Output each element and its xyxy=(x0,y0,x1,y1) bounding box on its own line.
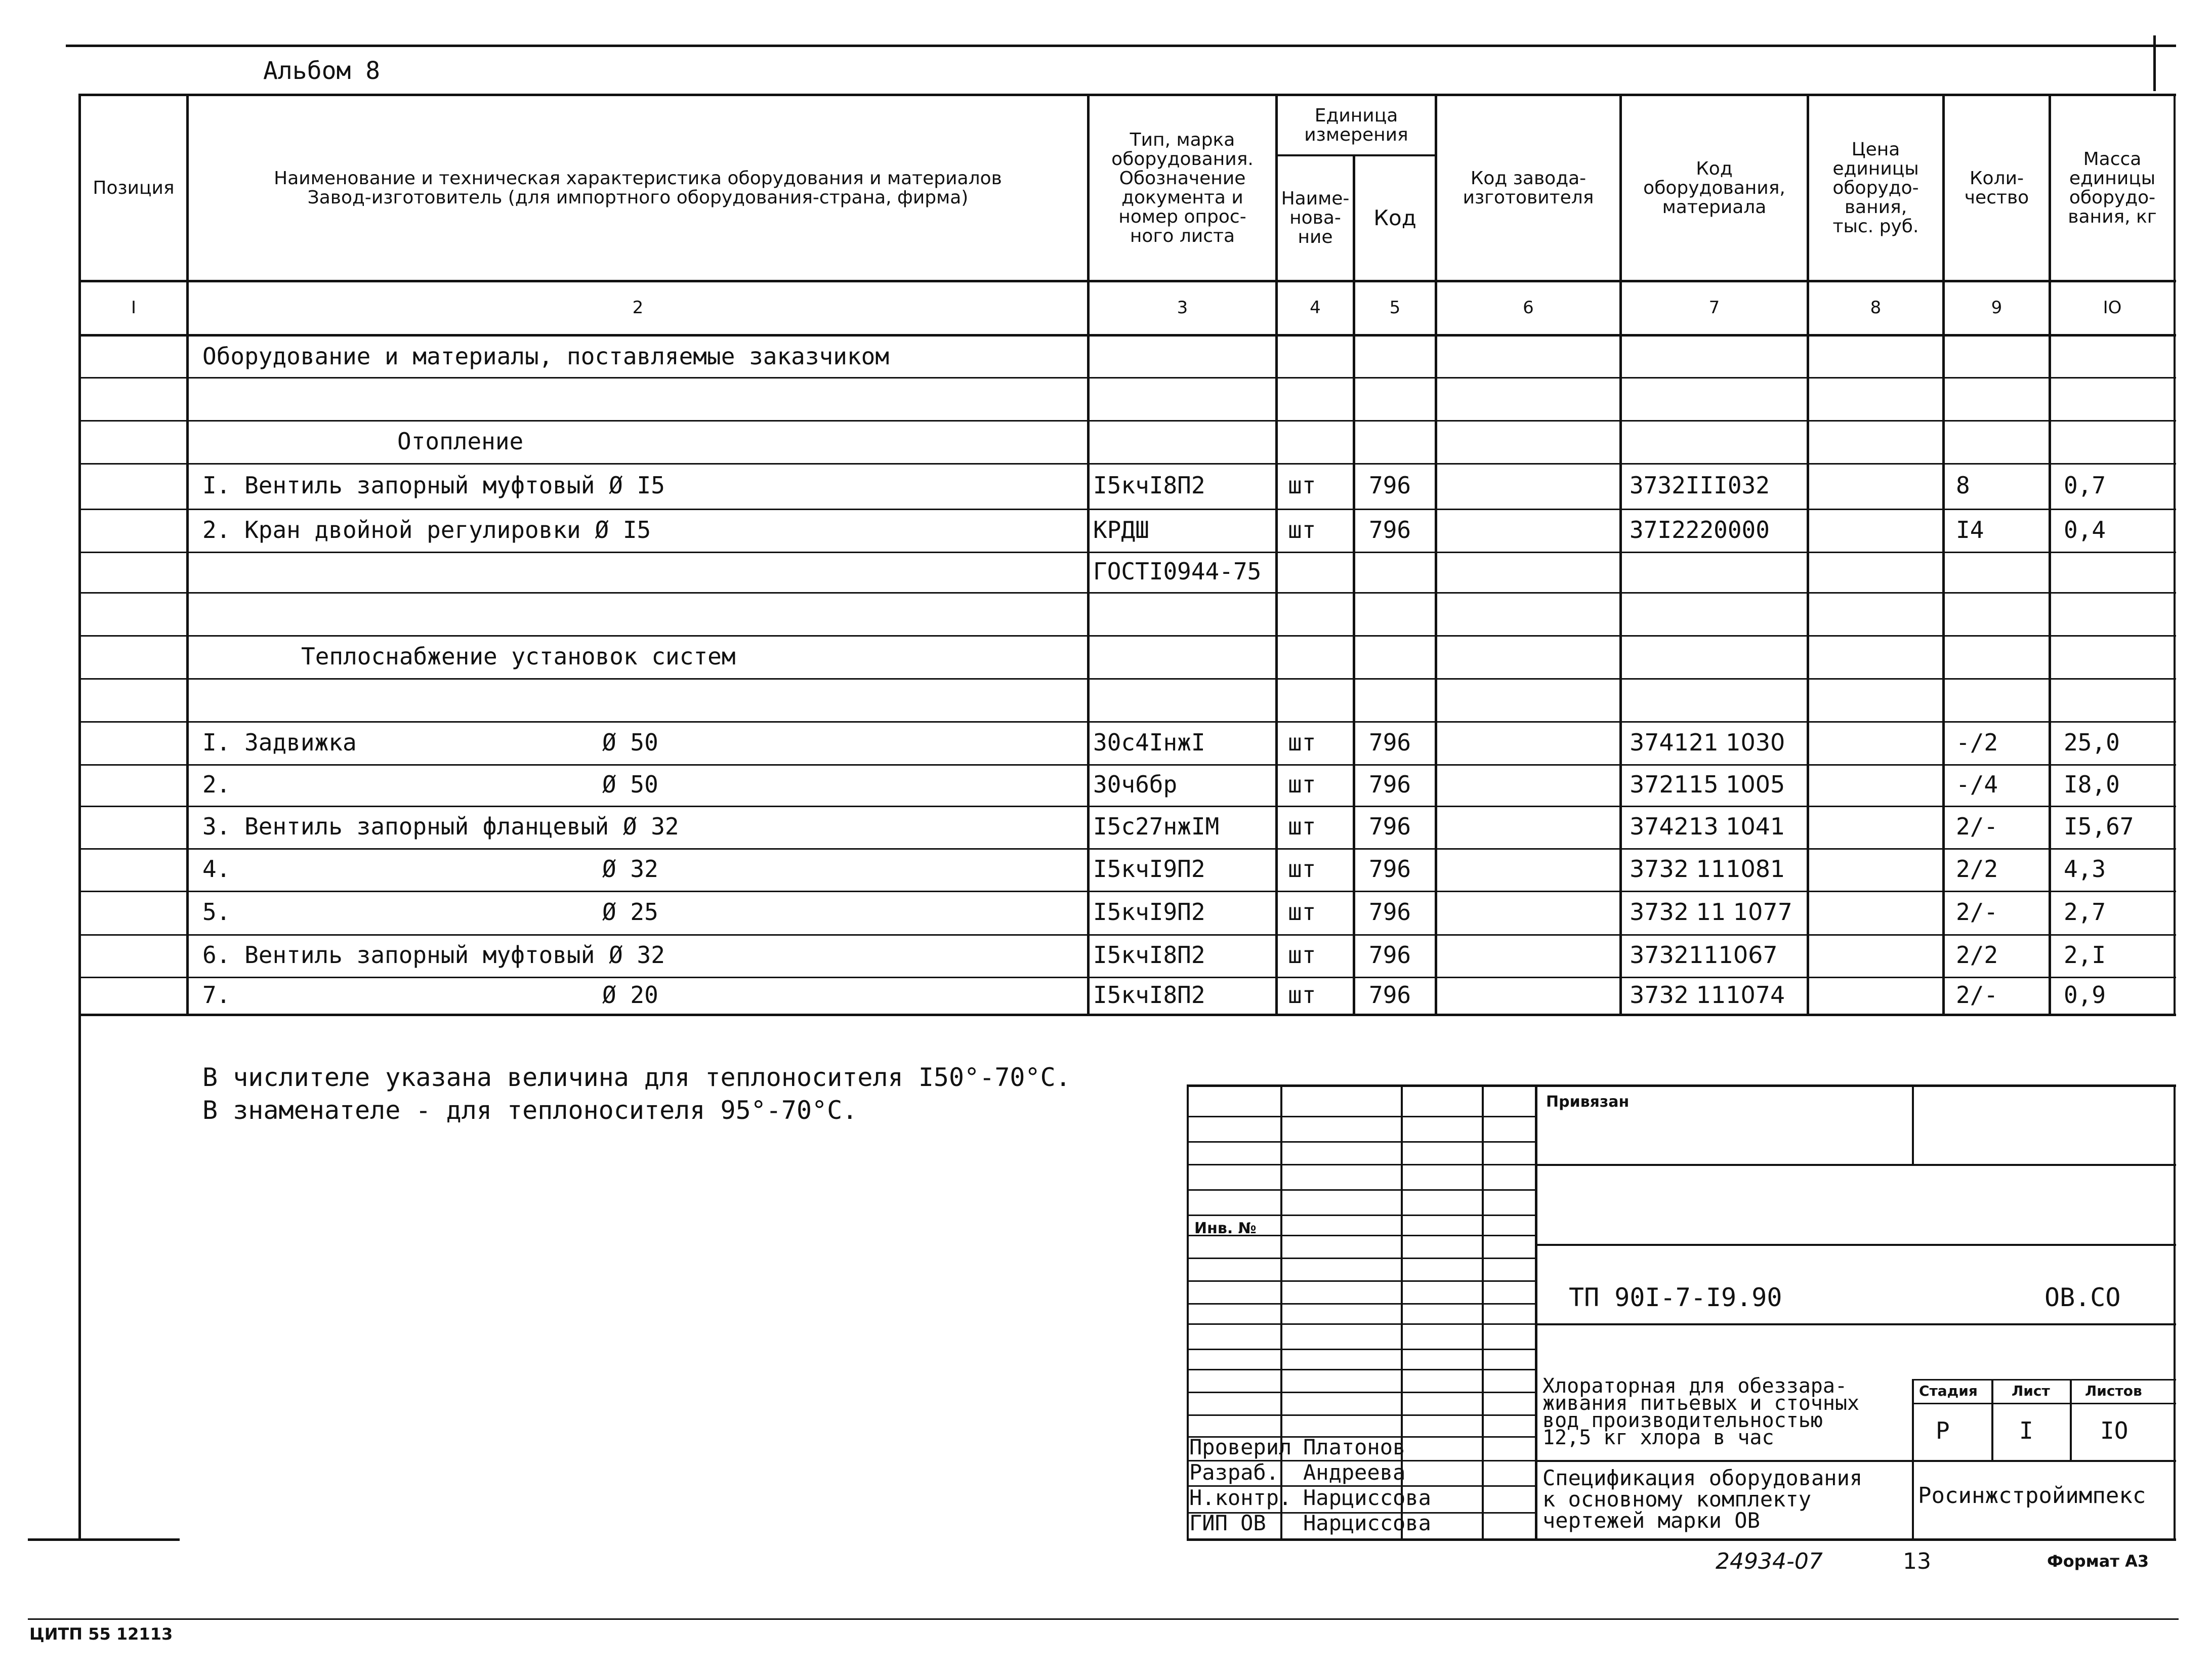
column-number: 4 xyxy=(1310,298,1321,318)
row-equipment-code: 374121 1030 xyxy=(1630,729,1785,756)
row-type: 30с4IнжI xyxy=(1093,729,1205,756)
row-unit-code: 796 xyxy=(1369,898,1411,926)
table-row xyxy=(0,337,2212,377)
table-row xyxy=(0,509,2212,552)
sheet-label: Лист xyxy=(2012,1383,2050,1399)
signer-name: Нарциссова xyxy=(1303,1485,1431,1510)
row-name: 6. Вентиль запорный муфтовый Ø 32 xyxy=(202,941,665,969)
table-row xyxy=(0,377,2212,420)
header-name: Наименование и техническая характеристика оборудования и материалов Завод-изготовитель (для импортного оборудования-страна, фирма) xyxy=(274,168,1002,208)
note-denominator: В знаменателе - для теплоносителя 95°-70°С. xyxy=(202,1096,858,1125)
header-factory-code: Код завода- изготовителя xyxy=(1463,168,1594,208)
bottom-frame-line xyxy=(28,1538,180,1541)
row-quantity: 8 xyxy=(1956,472,1970,499)
drawing-number: 24934-07 xyxy=(1716,1549,1823,1574)
table-row xyxy=(0,848,2212,891)
row-equipment-code: 3732 111081 xyxy=(1630,855,1785,883)
signer-name: Андреева xyxy=(1303,1460,1406,1485)
table-row xyxy=(0,764,2212,806)
tb-vline xyxy=(1912,1084,1914,1165)
signer-name: Нарциссова xyxy=(1303,1511,1431,1535)
row-name: 5. xyxy=(202,898,231,926)
tb-line xyxy=(1535,1164,2176,1166)
row-unit-code: 796 xyxy=(1369,941,1411,969)
tb-vline xyxy=(1912,1379,1914,1540)
tb-vline xyxy=(1535,1084,1537,1540)
row-mass: 0,7 xyxy=(2064,472,2106,499)
tb-vline xyxy=(2174,1084,2176,1540)
row-quantity: -/2 xyxy=(1956,729,1998,756)
tb-vline xyxy=(1991,1379,1993,1461)
sheet-value: I xyxy=(2019,1417,2033,1444)
row-mass: 4,3 xyxy=(2064,855,2106,883)
row-unit: шт xyxy=(1288,941,1316,969)
table-row xyxy=(0,635,2212,678)
tb-line xyxy=(1187,1084,2176,1087)
row-name: Оборудование и материалы, поставляемые заказчиком xyxy=(202,343,890,370)
doc-mark: ОВ.СО xyxy=(2044,1283,2121,1312)
header-unit-name: Наиме- нова- ние xyxy=(1281,188,1350,247)
row-unit: шт xyxy=(1288,516,1316,543)
table-row xyxy=(0,977,2212,1014)
row-unit-code: 796 xyxy=(1369,729,1411,756)
row-unit: шт xyxy=(1288,813,1316,840)
row-type: 30ч6бр xyxy=(1093,771,1178,798)
row-diameter: Ø 20 xyxy=(602,981,658,1009)
row-equipment-code: 374213 1041 xyxy=(1630,813,1785,840)
stage-value: Р xyxy=(1936,1417,1950,1444)
row-quantity: 2/- xyxy=(1956,898,1998,926)
row-unit: шт xyxy=(1288,771,1316,798)
h-line xyxy=(78,1014,2176,1016)
column-number: 6 xyxy=(1523,298,1534,318)
row-name: Теплоснабжение установок систем xyxy=(301,643,736,670)
tb-line xyxy=(1535,1460,2176,1462)
header-position: Позиция xyxy=(93,177,175,198)
sheets-label: Листов xyxy=(2085,1383,2142,1399)
table-row xyxy=(0,463,2212,509)
column-number: IO xyxy=(2103,298,2122,318)
column-number: 9 xyxy=(1991,298,2002,318)
doc-code: ТП 90I-7-I9.90 xyxy=(1569,1283,1782,1312)
row-equipment-code: 3732III032 xyxy=(1630,472,1770,499)
row-mass: I8,0 xyxy=(2064,771,2120,798)
row-equipment-code: 3732 111074 xyxy=(1630,981,1785,1009)
row-unit-code: 796 xyxy=(1369,472,1411,499)
tb-vline xyxy=(1482,1084,1484,1540)
header-unit-group: Единица измерения xyxy=(1304,105,1408,145)
row-unit: шт xyxy=(1288,472,1316,499)
row-unit: шт xyxy=(1288,729,1316,756)
row-diameter: Ø 32 xyxy=(602,855,658,883)
row-mass: I5,67 xyxy=(2064,813,2134,840)
row-unit-code: 796 xyxy=(1369,855,1411,883)
header-unit-code: Код xyxy=(1373,205,1416,230)
row-unit-code: 796 xyxy=(1369,771,1411,798)
header-mass: Масса единицы оборудо- вания, кг xyxy=(2068,148,2157,227)
table-row xyxy=(0,678,2212,721)
header-price: Цена единицы оборудо- вания, тыс. руб. xyxy=(1832,139,1919,237)
row-type: I5кчI8П2 xyxy=(1093,941,1205,969)
tb-line xyxy=(1912,1379,2176,1381)
row-name: I. Вентиль запорный муфтовый Ø I5 xyxy=(202,472,665,499)
frame-corner xyxy=(2153,35,2156,91)
row-equipment-code: 37I2220000 xyxy=(1630,516,1770,543)
row-type: I5кчI9П2 xyxy=(1093,855,1205,883)
table-row xyxy=(0,891,2212,934)
header-quantity: Коли- чество xyxy=(1964,168,2029,208)
row-type: I5кчI8П2 xyxy=(1093,472,1205,499)
tb-line xyxy=(1535,1244,2176,1246)
row-unit-code: 796 xyxy=(1369,516,1411,543)
row-quantity: -/4 xyxy=(1956,771,1998,798)
row-name: 4. xyxy=(202,855,231,883)
bottom-rule xyxy=(28,1618,2179,1620)
page-number: 13 xyxy=(1903,1549,1931,1574)
row-diameter: Ø 50 xyxy=(602,771,658,798)
top-frame-line xyxy=(66,45,2176,47)
row-name: 3. Вентиль запорный фланцевый Ø 32 xyxy=(202,813,679,840)
column-number: 7 xyxy=(1708,298,1720,318)
signer-role: ГИП ОВ xyxy=(1189,1511,1266,1535)
row-equipment-code: 3732 11 1077 xyxy=(1630,898,1792,926)
signer-role: Н.контр. xyxy=(1189,1485,1292,1510)
row-quantity: 2/2 xyxy=(1956,941,1998,969)
signer-name: Платонов xyxy=(1303,1435,1406,1459)
h-line xyxy=(78,280,2176,282)
inv-label: Инв. № xyxy=(1194,1220,1257,1237)
row-equipment-code: 372115 1005 xyxy=(1630,771,1785,798)
row-mass: 0,9 xyxy=(2064,981,2106,1009)
row-quantity: 2/2 xyxy=(1956,855,1998,883)
album-label: Альбом 8 xyxy=(263,57,381,85)
row-type: I5с27нжIМ xyxy=(1093,813,1220,840)
format-label: Формат А3 xyxy=(2047,1552,2149,1571)
column-number: 8 xyxy=(1870,298,1882,318)
table-row xyxy=(0,420,2212,463)
row-quantity: 2/- xyxy=(1956,813,1998,840)
table-row xyxy=(0,806,2212,848)
column-number: I xyxy=(131,298,137,318)
object-title: Хлораторная для обеззара- живания питьевых и сточных вод производительностью 12,5 кг хлора в час xyxy=(1542,1374,1860,1449)
row-unit-code: 796 xyxy=(1369,981,1411,1009)
row-type: I5кчI9П2 xyxy=(1093,898,1205,926)
row-diameter: Ø 25 xyxy=(602,898,658,926)
tb-vline xyxy=(2070,1379,2072,1461)
column-number: 3 xyxy=(1177,298,1188,318)
stage-label: Стадия xyxy=(1919,1383,1978,1399)
column-number: 2 xyxy=(632,298,644,318)
row-mass: 2,I xyxy=(2064,941,2106,969)
row-quantity: 2/- xyxy=(1956,981,1998,1009)
row-equipment-code: 3732111067 xyxy=(1630,941,1778,969)
row-mass: 0,4 xyxy=(2064,516,2106,543)
table-row xyxy=(0,721,2212,764)
row-name: I. Задвижка xyxy=(202,729,357,756)
header-type: Тип, марка оборудования. Обозначение документа и номер опрос- ного листа xyxy=(1111,129,1254,246)
privyazan-label: Привязан xyxy=(1546,1093,1630,1111)
table-row xyxy=(0,552,2212,592)
tb-line xyxy=(1535,1323,2176,1325)
row-name: 2. Кран двойной регулировки Ø I5 xyxy=(202,516,651,543)
row-mass: 25,0 xyxy=(2064,729,2120,756)
header-equipment-code: Код оборудования, материала xyxy=(1643,158,1785,218)
sheet-title: Спецификация оборудования к основному комплекту чертежей марки ОВ xyxy=(1542,1466,1863,1533)
row-name: Отопление xyxy=(397,428,524,455)
row-type: ГОСТI0944-75 xyxy=(1093,558,1262,585)
row-mass: 2,7 xyxy=(2064,898,2106,926)
row-quantity: I4 xyxy=(1956,516,1984,543)
row-unit: шт xyxy=(1288,855,1316,883)
tb-line xyxy=(1187,1538,2176,1541)
table-row xyxy=(0,934,2212,977)
row-diameter: Ø 50 xyxy=(602,729,658,756)
note-numerator: В числителе указана величина для теплоносителя I50°-70°С. xyxy=(202,1063,1071,1092)
row-unit: шт xyxy=(1288,981,1316,1009)
row-name: 7. xyxy=(202,981,231,1009)
print-stamp: ЦИТП 55 12113 xyxy=(29,1624,173,1644)
row-unit-code: 796 xyxy=(1369,813,1411,840)
row-type: КРДШ xyxy=(1093,516,1149,543)
organization: Росинжстройимпекс xyxy=(1918,1483,2146,1509)
column-number: 5 xyxy=(1389,298,1401,318)
tb-vline xyxy=(1187,1084,1189,1540)
signer-role: Разраб. xyxy=(1189,1460,1279,1485)
sheets-value: IO xyxy=(2100,1417,2128,1444)
table-row xyxy=(0,592,2212,635)
row-name: 2. xyxy=(202,771,231,798)
row-unit: шт xyxy=(1288,898,1316,926)
tb-line xyxy=(1912,1403,2176,1404)
row-type: I5кчI8П2 xyxy=(1093,981,1205,1009)
signer-role: Проверил xyxy=(1189,1435,1292,1459)
tb-vline xyxy=(1280,1084,1282,1540)
